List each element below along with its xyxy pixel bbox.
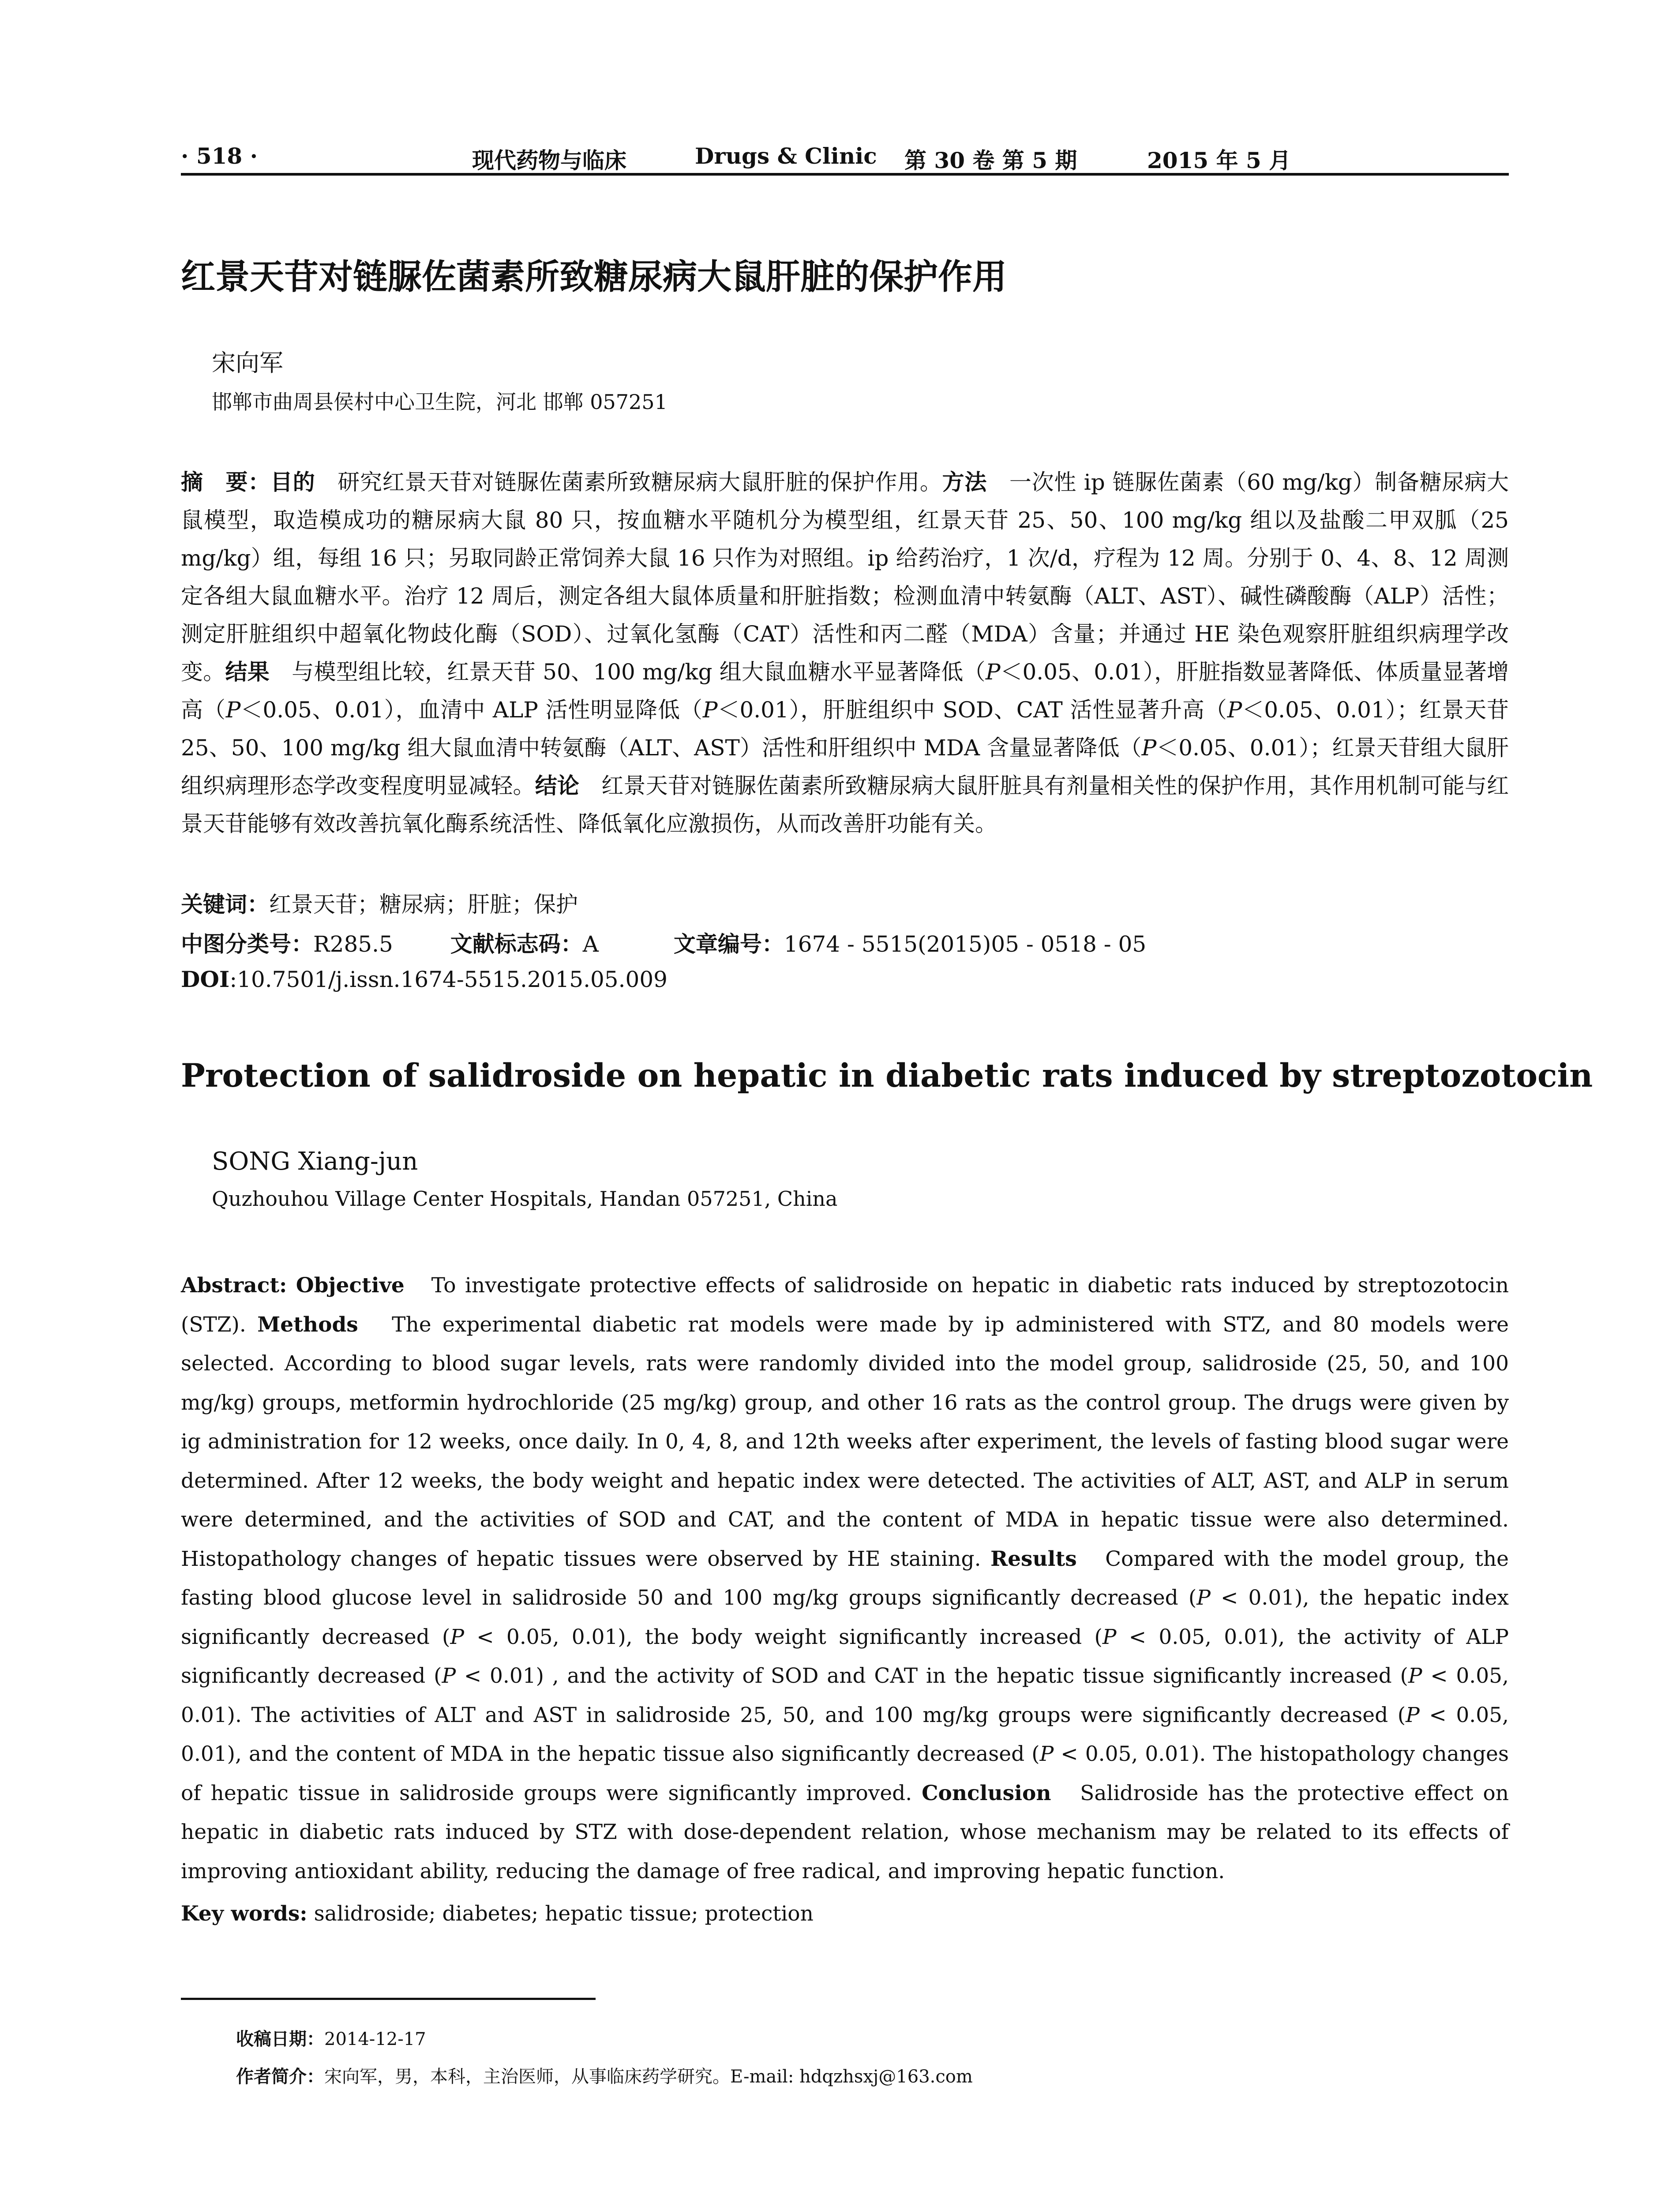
- results-en-text: < 0.05, 0.01). The histopathology changes of hepatic tissue in salidroside groups were significantly improved.: [181, 1742, 1509, 1805]
- conclusion-cn-label: 结论: [535, 773, 580, 799]
- p-value-symbol: P: [450, 1624, 465, 1649]
- article-no-label: 文章编号：: [673, 931, 784, 957]
- p-value-symbol: P: [1227, 697, 1242, 723]
- abstract-en-label: Abstract:: [181, 1273, 287, 1298]
- p-value-symbol: P: [442, 1664, 456, 1688]
- footnote-divider: [181, 1998, 596, 2000]
- methods-cn-label: 方法: [942, 469, 987, 495]
- results-en-text: < 0.01) , and the activity of SOD and CAT in the hepatic tissue significantly increased (: [456, 1664, 1408, 1688]
- keywords-cn: [181, 887, 578, 919]
- results-cn-text: ＜0.01），肝脏组织中 SOD、CAT 活性显著升高（: [717, 697, 1227, 723]
- journal-issue: 第 30 卷 第 5 期: [904, 147, 1077, 173]
- results-en-text: < 0.05, 0.01), the body weight significantly increased (: [464, 1624, 1102, 1649]
- objective-cn-label: 目的: [270, 469, 315, 495]
- keywords-en-label: Key words:: [181, 1902, 308, 1926]
- abstract-cn: [181, 463, 1509, 843]
- keywords-en: [181, 1902, 814, 1926]
- affiliation-cn: 邯郸市曲周县侯村中心卫生院，河北 邯郸 057251: [212, 390, 668, 414]
- received-label: 收稿日期：: [236, 2029, 324, 2049]
- conclusion-en-text: Salidroside has the protective effect on hepatic in diabetic rats induced by STZ with dose-dependent relation, whose mechanism may be related to its effects of improving antioxidant ability, reducing the damage of free radical, and improving hepatic function.: [181, 1781, 1509, 1883]
- received-value: 2014-12-17: [324, 2029, 426, 2049]
- bio-value: 宋向军，男，本科，主治医师，从事临床药学研究。E-mail: hdqzhsxj@163.com: [324, 2067, 973, 2087]
- doi-label: DOI: [181, 966, 230, 992]
- page-number: · 518 ·: [181, 143, 258, 169]
- title-cn: 红景天苷对链脲佐菌素所致糖尿病大鼠肝脏的保护作用: [181, 257, 1007, 297]
- conclusion-cn-text: 红景天苷对链脲佐菌素所致糖尿病大鼠肝脏具有剂量相关性的保护作用，其作用机制可能与红景天苷能够有效改善抗氧化酶系统活性、降低氧化应激损伤，从而改善肝功能有关。: [181, 773, 1509, 837]
- results-cn-label: 结果: [225, 659, 270, 685]
- p-value-symbol: P: [1039, 1742, 1054, 1766]
- abstract-cn-label: 摘 要：: [181, 469, 271, 495]
- results-en-text: < 0.01), the hepatic index significantly decreased (: [181, 1586, 1509, 1649]
- author-cn: 宋向军: [212, 349, 283, 377]
- methods-cn-text: 一次性 ip 链脲佐菌素（60 mg/kg）制备糖尿病大鼠模型，取造模成功的糖尿病大鼠 80 只，按血糖水平随机分为模型组，红景天苷 25、50、100 mg/kg 组以及盐酸二甲双胍（25 mg/kg）组，每组 16 只；另取同龄正常饲养大鼠 16 只作为对照组。ip 给药治疗，1 次/d，疗程为 12 周。分别于 0、4、8、12 周测定各组大鼠血糖水平。治疗 12 周后，测定各组大鼠体质量和肝脏指数；检测血清中转氨酶（ALT、AST）、碱性磷酸酶（ALP）活性；测定肝脏组织中超氧化物歧化酶（SOD）、过氧化氢酶（CAT）活性和丙二醛（MDA）含量；并通过 HE 染色观察肝脏组织病理学改变。: [181, 469, 1509, 685]
- objective-cn-text: 研究红景天苷对链脲佐菌素所致糖尿病大鼠肝脏的保护作用。: [338, 469, 942, 495]
- p-value-symbol: P: [702, 697, 718, 723]
- title-en: Protection of salidroside on hepatic in diabetic rats induced by streptozotocin: [181, 1057, 1593, 1095]
- objective-en-label: Objective: [296, 1273, 405, 1298]
- p-value-symbol: P: [1406, 1703, 1420, 1727]
- doc-code-value: A: [582, 931, 599, 957]
- results-cn-text: ＜0.05、0.01），血清中 ALP 活性明显降低（: [240, 697, 703, 723]
- clc-value: R285.5: [313, 931, 393, 957]
- doi-line: [181, 966, 668, 992]
- p-value-symbol: P: [1102, 1624, 1117, 1649]
- conclusion-en-label: Conclusion: [922, 1781, 1051, 1805]
- affiliation-en: Quzhouhou Village Center Hospitals, Handan 057251, China: [212, 1187, 838, 1211]
- p-value-symbol: P: [1408, 1664, 1422, 1688]
- journal-name-en: Drugs & Clinic: [695, 143, 877, 169]
- results-en-label: Results: [990, 1546, 1077, 1571]
- article-no-value: 1674 - 5515(2015)05 - 0518 - 05: [784, 931, 1147, 957]
- journal-date: 2015 年 5 月: [1147, 147, 1291, 173]
- results-en-text: < 0.05, 0.01). The activities of ALT and AST in salidroside 25, 50, and 100 mg/kg groups were significantly decreased (: [181, 1664, 1509, 1727]
- results-cn-text: ＜0.05、0.01）；红景天苷 25、50、100 mg/kg 组大鼠血清中转氨酶（ALT、AST）活性和肝组织中 MDA 含量显著降低（: [181, 697, 1509, 761]
- methods-en-text: The experimental diabetic rat models were made by ip administered with STZ, and 80 models were selected. According to blood sugar levels, rats were randomly divided into the model group, salidroside (25, 50, and 100 mg/kg) groups, metformin hydrochloride (25 mg/kg) group, and other 16 rats as the control group. The drugs were given by ig administration for 12 weeks, once daily. In 0, 4, 8, and 12th weeks after experiment, the levels of fasting blood sugar were determined. After 12 weeks, the body weight and hepatic index were detected. The activities of ALT, AST, and ALP in serum were determined, and the activities of SOD and CAT, and the content of MDA in hepatic tissue were also determined. Histopathology changes of hepatic tissues were observed by HE staining.: [181, 1312, 1509, 1571]
- abstract-en: [181, 1266, 1509, 1891]
- running-head: [181, 140, 1509, 176]
- keywords-en-text: salidroside; diabetes; hepatic tissue; protection: [314, 1902, 814, 1926]
- results-en-text: < 0.05, 0.01), and the content of MDA in the hepatic tissue also significantly decreased (: [181, 1703, 1509, 1766]
- author-en: SONG Xiang-jun: [212, 1147, 418, 1176]
- results-cn-text: 与模型组比较，红景天苷 50、100 mg/kg 组大鼠血糖水平显著降低（: [292, 659, 986, 685]
- author-bio-note: [236, 2063, 973, 2088]
- p-value-symbol: P: [225, 697, 241, 723]
- clc-label: 中图分类号：: [181, 931, 313, 957]
- objective-en-text: To investigate protective effects of salidroside on hepatic in diabetic rats induced by streptozotocin (STZ).: [181, 1273, 1509, 1337]
- received-date-note: [236, 2025, 426, 2050]
- journal-name-cn: 现代药物与临床: [472, 147, 626, 173]
- bio-label: 作者简介：: [236, 2067, 324, 2087]
- doc-code-label: 文献标志码：: [450, 931, 583, 957]
- classification-line: [181, 927, 1146, 958]
- p-value-symbol: P: [1141, 735, 1157, 761]
- methods-en-label: Methods: [257, 1312, 358, 1337]
- keywords-cn-label: 关键词：: [181, 892, 269, 917]
- p-value-symbol: P: [1196, 1586, 1211, 1610]
- results-en-text: < 0.05, 0.01), the activity of ALP significantly decreased (: [181, 1624, 1509, 1688]
- p-value-symbol: P: [985, 659, 1001, 685]
- doi-value: :10.7501/j.issn.1674-5515.2015.05.009: [229, 967, 668, 992]
- results-cn-text: ＜0.05、0.01）；红景天苷组大鼠肝组织病理形态学改变程度明显减轻。: [181, 735, 1509, 799]
- keywords-cn-text: 红景天苷；糖尿病；肝脏；保护: [269, 892, 578, 917]
- results-en-text: Compared with the model group, the fasting blood glucose level in salidroside 50 and 100 mg/kg groups significantly decreased (: [181, 1546, 1509, 1610]
- results-cn-text: ＜0.05、0.01），肝脏指数显著降低、体质量显著增高（: [181, 659, 1509, 723]
